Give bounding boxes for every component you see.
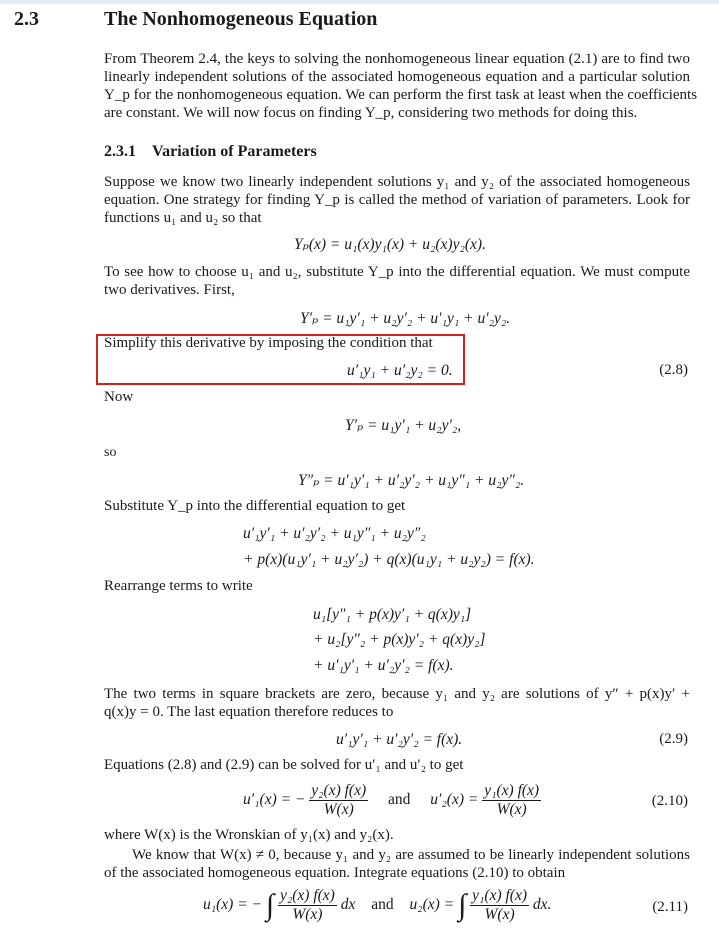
equation-substitute-line-1: u′₁y′₁ + u′₂y′₂ + u₁y″₁ + u₂y″₂ xyxy=(243,525,426,542)
word-and: and xyxy=(388,791,411,809)
equation-rearrange-line-3: + u′₁y′₁ + u′₂y′₂ = f(x). xyxy=(313,657,454,674)
equation-yp-prime: Y′ₚ = u₁y′₁ + u₂y′₂ + u′₁y₁ + u′₂y₂. xyxy=(300,310,511,327)
subsection-title xyxy=(104,143,317,161)
equation-2-9: u′₁y′₁ + u′₂y′₂ = f(x). xyxy=(336,731,463,748)
intro-line: are constant. We will now focus on finding Y_p, considering two methods for doing this. xyxy=(104,105,638,121)
fraction-numerator: y₂(x) f(x) xyxy=(311,782,367,799)
intro-line: From Theorem 2.4, the keys to solving the nonhomogeneous linear equation (2.1) are to find two xyxy=(104,51,690,67)
equation-label-2-10: (2.10) xyxy=(651,793,688,809)
equation-so: Y″ₚ = u′₁y′₁ + u′₂y′₂ + u₁y″₁ + u₂y″₂. xyxy=(298,472,525,489)
equation-rearrange-line-2: + u₂[y″₂ + p(x)y′₂ + q(x)y₂] xyxy=(313,631,486,648)
equation-now: Y′ₚ = u₁y′₁ + u₂y′₂, xyxy=(345,417,462,434)
intro-line: linearly independent solutions of the associated homogeneous equation and a particular solution xyxy=(104,69,690,85)
fraction-denominator: W(x) xyxy=(292,906,323,923)
fraction-numerator: y₂(x) f(x) xyxy=(279,887,335,904)
integral-sign: ∫ xyxy=(265,888,275,922)
fraction-denominator: W(x) xyxy=(496,801,527,818)
text-solved-for: Equations (2.8) and (2.9) can be solved for u′₁ and u′₂ to get xyxy=(104,757,464,773)
equation-2-11 xyxy=(203,887,551,924)
fraction-numerator: y₁(x) f(x) xyxy=(484,782,540,799)
text-so: so xyxy=(104,445,117,460)
equation-label-2-11: (2.11) xyxy=(652,899,688,915)
paragraph-choose xyxy=(104,263,690,299)
text-line: To see how to choose u₁ and u₂, substitute Y_p into the differential equation. We must compute xyxy=(104,264,690,280)
text-wronskian: where W(x) is the Wronskian of y₁(x) and y₂(x). xyxy=(104,827,394,843)
text-rearrange: Rearrange terms to write xyxy=(104,578,253,594)
subsection-number: 2.3.1 xyxy=(104,143,136,160)
fraction xyxy=(309,782,368,819)
text-substitute: Substitute Y_p into the differential equation to get xyxy=(104,498,406,514)
equation-2-8: u′₁y₁ + u′₂y₂ = 0. xyxy=(347,362,453,379)
subsection-name: Variation of Parameters xyxy=(152,143,317,160)
text-line: equation. One strategy for finding Y_p is called the method of variation of parameters. Look for xyxy=(104,192,690,208)
intro-paragraph xyxy=(104,50,698,122)
section-number: 2.3 xyxy=(14,8,39,30)
equation-label-2-9: (2.9) xyxy=(659,731,688,747)
fraction-denominator: W(x) xyxy=(484,906,515,923)
integral-sign: ∫ xyxy=(458,888,467,922)
fraction xyxy=(278,887,337,924)
text-line: q(x)y = 0. The last equation therefore reduces to xyxy=(104,704,394,720)
eq-2-11-lhs-1: u₁(x) = − xyxy=(203,896,263,914)
paragraph-brackets xyxy=(104,685,690,721)
text-line: of the associated homogeneous equation. Integrate equations (2.10) to obtain xyxy=(104,865,566,881)
text-line: Suppose we know two linearly independent solutions y₁ and y₂ of the associated homogeneous xyxy=(104,174,690,190)
fraction xyxy=(482,782,541,819)
equation-rearrange-line-1: u₁[y″₁ + p(x)y′₁ + q(x)y₁] xyxy=(313,606,472,623)
section-title: The Nonhomogeneous Equation xyxy=(104,8,378,30)
simplify-text: Simplify this derivative by imposing the condition that xyxy=(104,335,433,351)
equation-2-10 xyxy=(243,782,541,819)
page-top-edge xyxy=(0,0,719,4)
text-line: two derivatives. First, xyxy=(104,282,235,298)
eq-2-10-lhs-1: u′₁(x) = − xyxy=(243,791,306,809)
eq-2-10-lhs-2: u′₂(x) = xyxy=(430,791,479,809)
equation-substitute-line-2: + p(x)(u₁y′₁ + u₂y′₂) + q(x)(u₁y₁ + u₂y₂) = f(x). xyxy=(243,551,535,568)
equation-label-2-8: (2.8) xyxy=(659,362,688,378)
paragraph-integrate xyxy=(104,846,690,882)
text-line: We know that W(x) ≠ 0, because y₁ and y₂ are assumed to be linearly independent solutions xyxy=(132,847,690,863)
fraction xyxy=(470,887,529,924)
eq-2-11-lhs-2: u₂(x) = xyxy=(409,896,455,914)
intro-line: Y_p for the nonhomogeneous equation. We can perform the first task at least when the coefficients xyxy=(104,87,698,103)
text-line: functions u₁ and u₂ so that xyxy=(104,210,262,226)
differential-dx: dx xyxy=(340,896,356,914)
fraction-denominator: W(x) xyxy=(323,801,354,818)
paragraph-suppose xyxy=(104,173,690,227)
fraction-numerator: y₁(x) f(x) xyxy=(472,887,528,904)
differential-dx: dx. xyxy=(532,896,552,914)
text-now: Now xyxy=(104,389,134,405)
text-line: The two terms in square brackets are zero, because y₁ and y₂ are solutions of y″ + p(x)y′ + xyxy=(104,686,690,702)
equation-yp: Yₚ(x) = u₁(x)y₁(x) + u₂(x)y₂(x). xyxy=(294,236,486,253)
word-and: and xyxy=(371,896,394,914)
